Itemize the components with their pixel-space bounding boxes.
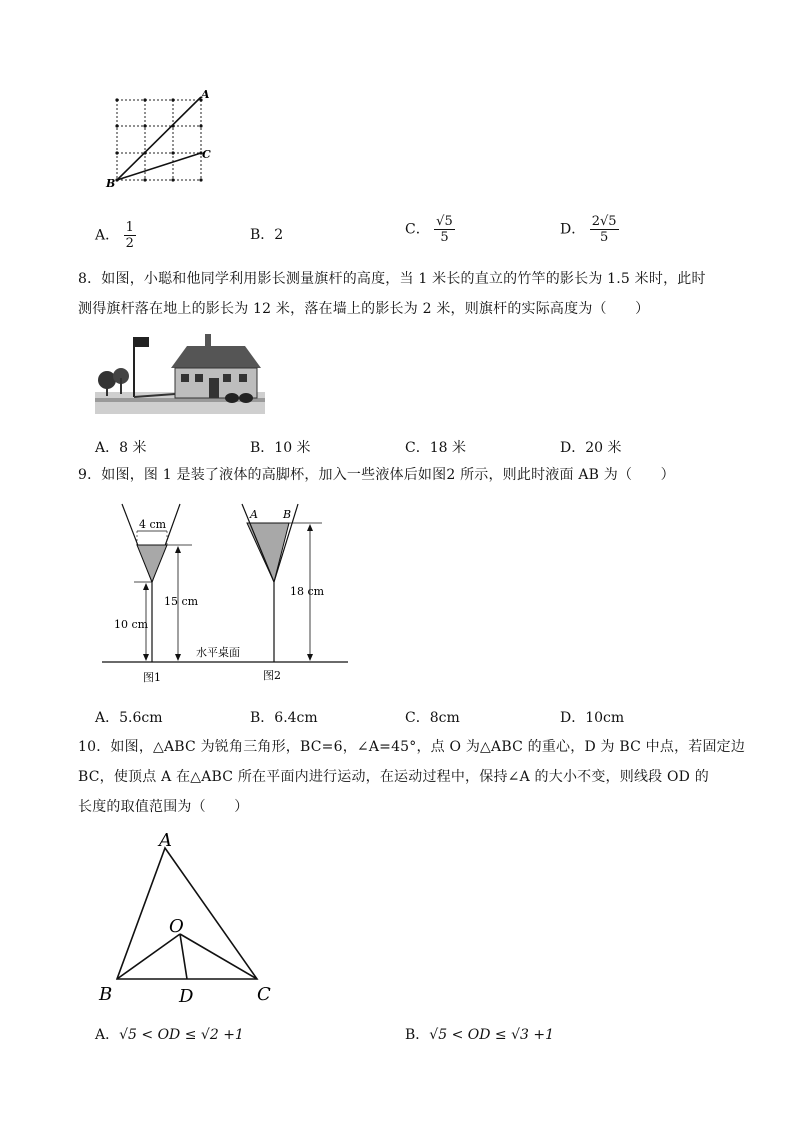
segment-oc	[180, 934, 257, 979]
q8-stem: 8．如图，小聪和他同学利用影长测量旗杆的高度，当 1 米长的直立的竹竿的影长为 1.5 米时，此时 测得旗杆落在地上的影长为 12 米，落在墙上的影长为 2 米，则旗杆的实际高度为（ ）	[78, 271, 706, 317]
liquid-1	[137, 545, 167, 582]
q10-option-b[interactable]: B．√5 < OD ≤ √3 +1	[405, 1027, 555, 1043]
q8-flagpole-house-picture	[95, 332, 265, 414]
q10-triangle-figure	[95, 828, 280, 1008]
q8-option-a[interactable]: A．8 米	[95, 440, 147, 456]
q7-option-a[interactable]: A． $\frac{1}{2}$	[95, 220, 134, 251]
segment-ob	[117, 934, 180, 979]
svg-text:D: D	[179, 986, 194, 1007]
q9-option-c[interactable]: C．8cm	[405, 710, 460, 726]
q10-option-a[interactable]: A．√5 < OD ≤ √2 +1	[95, 1027, 244, 1043]
svg-text:B: B	[283, 508, 292, 521]
fraction: $\frac{2√5}{5}$	[591, 214, 617, 245]
q8-option-d[interactable]: D．20 米	[560, 440, 622, 456]
q7-option-b[interactable]: B．2	[250, 227, 284, 243]
q7-option-d[interactable]: D． $\frac{2√5}{5}$	[560, 214, 617, 245]
svg-text:图2: 图2	[263, 669, 281, 682]
svg-text:4 cm: 4 cm	[139, 518, 167, 531]
svg-text:C: C	[257, 984, 271, 1005]
svg-text:A: A	[159, 830, 172, 851]
q7-option-c[interactable]: C． $\frac{√5}{5}$	[405, 214, 453, 245]
q9-stem: 9．如图，图 1 是装了液体的高脚杯，加入一些液体后如图2 所示，则此时液面 AB 为（ ）	[78, 467, 675, 483]
q10-stem: 10．如图，△ABC 为锐角三角形，BC=6，∠A=45°，点 O 为△ABC 的重心，D 为 BC 中点，若固定边 BC，使顶点 A 在△ABC 所在平面内进行运动，在运动过程中，保持∠A 的大小不变，则线段 OD 的 长度的取值范围为（ ）	[78, 739, 746, 815]
svg-text:B: B	[99, 984, 113, 1005]
svg-text:10 cm: 10 cm	[114, 618, 149, 631]
flagpole	[133, 337, 135, 397]
q9-goblet-figure	[100, 498, 355, 688]
fraction: $\frac{1}{2}$	[125, 220, 134, 251]
svg-text:A: A	[250, 508, 258, 521]
segment-ba	[117, 97, 201, 180]
fraction: $\frac{√5}{5}$	[436, 214, 453, 245]
q9-option-d[interactable]: D．10cm	[560, 710, 625, 726]
svg-text:18 cm: 18 cm	[290, 585, 325, 598]
svg-text:15 cm: 15 cm	[164, 595, 199, 608]
q8-option-b[interactable]: B．10 米	[250, 440, 311, 456]
q8-option-c[interactable]: C．18 米	[405, 440, 466, 456]
flag	[135, 337, 149, 347]
svg-text:O: O	[169, 916, 184, 937]
segment-od	[180, 934, 187, 979]
svg-text:图1: 图1	[143, 671, 161, 684]
triangle-abc	[117, 848, 257, 979]
q9-option-b[interactable]: B．6.4cm	[250, 710, 318, 726]
svg-text:水平桌面: 水平桌面	[196, 646, 240, 659]
label-b: B	[106, 177, 116, 190]
q9-option-a[interactable]: A．5.6cm	[95, 710, 163, 726]
label-c: C	[202, 148, 211, 161]
label-a: A	[201, 88, 210, 101]
q7-grid-figure	[100, 85, 220, 190]
